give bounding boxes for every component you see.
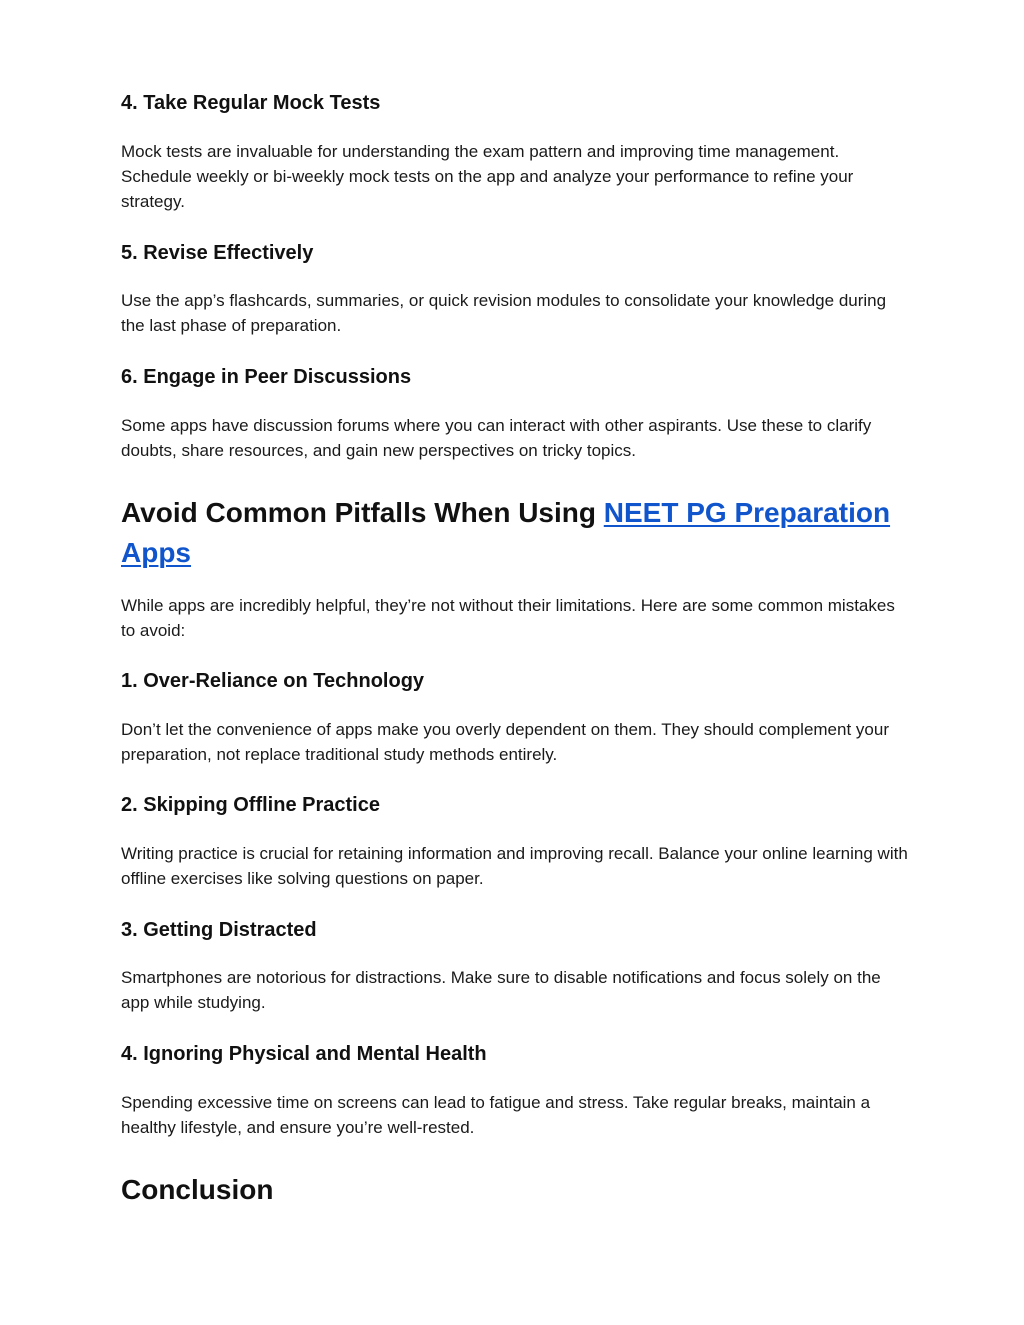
heading-offline-practice: 2. Skipping Offline Practice — [121, 794, 380, 816]
heading-revise: 5. Revise Effectively — [121, 242, 314, 264]
paragraph-distracted: Smartphones are notorious for distractions. Make sure to disable notifications and focus solely on the app while studying. — [121, 968, 881, 1012]
heading-mock-tests: 4. Take Regular Mock Tests — [121, 92, 381, 114]
paragraph-health: Spending excessive time on screens can lead to fatigue and stress. Take regular breaks, maintain a healthy lifestyle, and ensure you’re well-rested. — [121, 1093, 871, 1137]
heading-health: 4. Ignoring Physical and Mental Health — [121, 1043, 487, 1065]
heading-conclusion: Conclusion — [121, 1174, 274, 1205]
paragraph-peer-discussions: Some apps have discussion forums where you can interact with other aspirants. Use these to clarify doubts, share resources, and gain new perspectives on tricky topics. — [121, 416, 872, 460]
heading-peer-discussions: 6. Engage in Peer Discussions — [121, 366, 412, 388]
heading-avoid-pitfalls — [121, 493, 901, 573]
heading-avoid-pitfalls-text: Avoid Common Pitfalls When Using — [121, 497, 604, 528]
heading-over-reliance: 1. Over-Reliance on Technology — [121, 670, 425, 692]
paragraph-offline-practice: Writing practice is crucial for retaining information and improving recall. Balance your online learning with offline exercises like solving questions on paper. — [121, 844, 908, 888]
paragraph-over-reliance: Don’t let the convenience of apps make you overly dependent on them. They should complement your preparation, not replace traditional study methods entirely. — [121, 720, 889, 764]
paragraph-revise: Use the app’s flashcards, summaries, or quick revision modules to consolidate your knowledge during the last phase of preparation. — [121, 291, 887, 335]
neet-pg-apps-link[interactable]: NEET PG Preparation Apps — [121, 497, 891, 568]
paragraph-pitfalls-intro: While apps are incredibly helpful, they’re not without their limitations. Here are some common mistakes to avoid: — [121, 596, 895, 640]
paragraph-mock-tests: Mock tests are invaluable for understanding the exam pattern and improving time management. Schedule weekly or bi-weekly mock tests on the app and analyze your performance to refine your strategy. — [121, 142, 854, 211]
heading-distracted: 3. Getting Distracted — [121, 919, 317, 941]
